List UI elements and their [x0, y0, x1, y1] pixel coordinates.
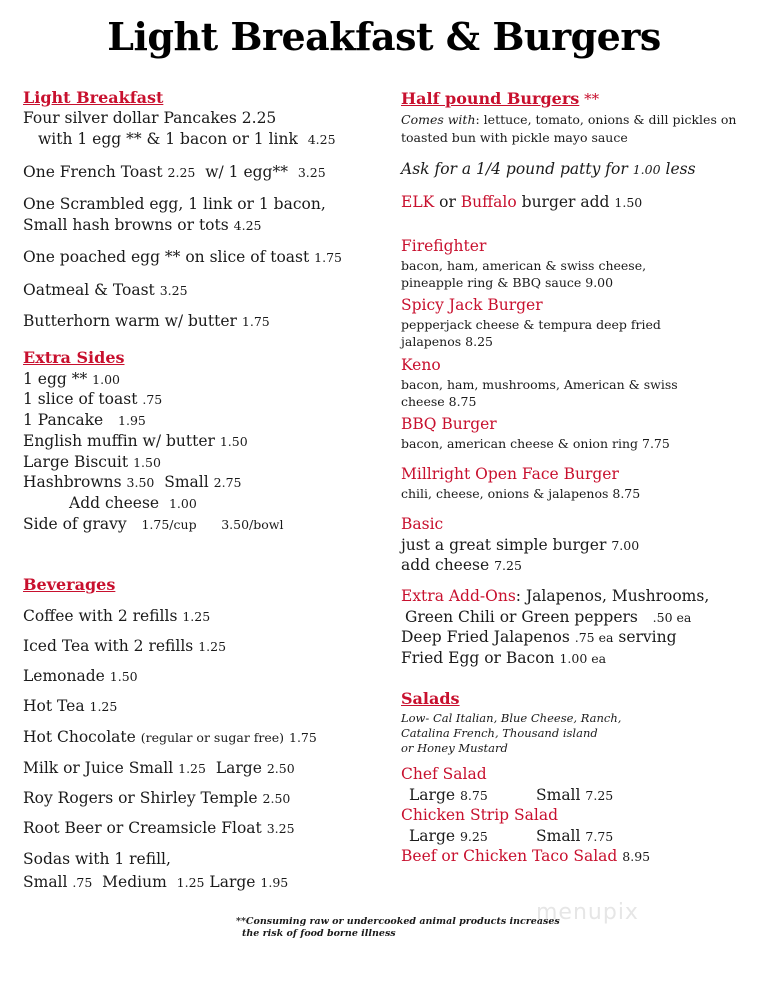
section-heading-light-breakfast: Light Breakfast	[23, 88, 164, 107]
burger-desc: pineapple ring & BBQ sauce 9.00	[401, 275, 614, 290]
burger-desc: bacon, american cheese & onion ring 7.75	[401, 436, 670, 451]
burger-name: Millright Open Face Burger	[401, 465, 619, 483]
section-heading-salads: Salads	[401, 689, 460, 708]
menu-item: Large Biscuit 1.50	[23, 453, 161, 471]
salad-name: Chicken Strip Salad	[401, 806, 558, 824]
burger-name: Spicy Jack Burger	[401, 296, 543, 314]
menu-item: Coffee with 2 refills 1.25	[23, 607, 211, 625]
menu-item: English muffin w/ butter 1.50	[23, 432, 248, 450]
salad-size-large: Large 9.25	[409, 827, 488, 845]
menu-item: Roy Rogers or Shirley Temple 2.50	[23, 789, 291, 807]
footnote-line: **Consuming raw or undercooked animal products increases	[236, 916, 560, 927]
add-on-line: Fried Egg or Bacon 1.00 ea	[401, 649, 607, 667]
burger-desc: bacon, ham, american & swiss cheese,	[401, 258, 647, 273]
menu-item: Hot Chocolate (regular or sugar free) 1.75	[23, 728, 317, 746]
page-title: Light Breakfast & Burgers	[107, 14, 661, 59]
add-on-line: Green Chili or Green peppers .50 ea	[405, 608, 692, 626]
burger-name: Keno	[401, 356, 441, 374]
burger-comes-with-2: toasted bun with pickle mayo sauce	[401, 130, 628, 145]
menu-item: Root Beer or Creamsicle Float 3.25	[23, 819, 295, 837]
menu-item: Sodas with 1 refill,	[23, 850, 171, 868]
salad-item: Beef or Chicken Taco Salad 8.95	[401, 847, 651, 865]
menu-item: Butterhorn warm w/ butter 1.75	[23, 312, 270, 330]
salad-size-small: Small 7.75	[536, 827, 614, 845]
footnote	[236, 916, 560, 940]
burger-name: BBQ Burger	[401, 415, 497, 433]
burger-desc: bacon, ham, mushrooms, American & swiss	[401, 377, 678, 392]
menu-item: 1 slice of toast .75	[23, 390, 163, 408]
menu-item: Hot Tea 1.25	[23, 697, 118, 715]
quarter-pound-note: Ask for a 1/4 pound patty for 1.00 less	[401, 160, 696, 178]
salad-size-large: Large 8.75	[409, 786, 488, 804]
section-heading-beverages: Beverages	[23, 575, 116, 594]
menu-item: One Scrambled egg, 1 link or 1 bacon,	[23, 195, 326, 213]
add-on-line: Deep Fried Jalapenos .75 ea serving	[401, 628, 677, 646]
menu-item: Add cheese 1.00	[69, 494, 197, 512]
burger-desc: jalapenos 8.25	[401, 334, 493, 349]
burger-desc: cheese 8.75	[401, 394, 477, 409]
salad-name: Chef Salad	[401, 765, 487, 783]
burger-comes-with: Comes with: lettuce, tomato, onions & dill pickles on	[401, 112, 737, 127]
salad-dressings: Catalina French, Thousand island	[401, 726, 598, 740]
menu-item: One poached egg ** on slice of toast 1.75	[23, 248, 342, 266]
menu-item: Four silver dollar Pancakes 2.25	[23, 109, 277, 127]
menu-item: Small hash browns or tots 4.25	[23, 216, 262, 234]
watermark: menupix	[536, 900, 639, 925]
section-heading-burgers: Half pound Burgers **	[401, 89, 600, 108]
salad-size-small: Small 7.25	[536, 786, 614, 804]
menu-item: Small .75 Medium 1.25 Large 1.95	[23, 873, 289, 891]
extra-add-ons: Extra Add-Ons: Jalapenos, Mushrooms,	[401, 587, 710, 605]
salad-dressings: or Honey Mustard	[401, 741, 508, 755]
burger-desc: pepperjack cheese & tempura deep fried	[401, 317, 661, 332]
menu-item: with 1 egg ** & 1 bacon or 1 link 4.25	[38, 130, 336, 148]
menu-item: Iced Tea with 2 refills 1.25	[23, 637, 227, 655]
burger-name: Basic	[401, 515, 444, 533]
section-heading-extra-sides: Extra Sides	[23, 348, 125, 367]
menu-item: Side of gravy 1.75/cup 3.50/bowl	[23, 515, 284, 533]
menu-item: One French Toast 2.25 w/ 1 egg** 3.25	[23, 163, 326, 181]
menu-item: Hashbrowns 3.50 Small 2.75	[23, 473, 242, 491]
elk-buffalo-option: ELK or Buffalo burger add 1.50	[401, 193, 643, 211]
menu-item: Lemonade 1.50	[23, 667, 138, 685]
footnote-line: the risk of food borne illness	[242, 928, 396, 939]
menu-item: Milk or Juice Small 1.25 Large 2.50	[23, 759, 295, 777]
menu-item: Oatmeal & Toast 3.25	[23, 281, 188, 299]
burger-desc: chili, cheese, onions & jalapenos 8.75	[401, 486, 641, 501]
menu-item: 1 Pancake 1.95	[23, 411, 146, 429]
burger-name: Firefighter	[401, 237, 487, 255]
salad-dressings: Low- Cal Italian, Blue Cheese, Ranch,	[401, 711, 622, 725]
burger-desc: add cheese 7.25	[401, 556, 522, 574]
burger-desc: just a great simple burger 7.00	[401, 536, 640, 554]
menu-item: 1 egg ** 1.00	[23, 370, 121, 388]
